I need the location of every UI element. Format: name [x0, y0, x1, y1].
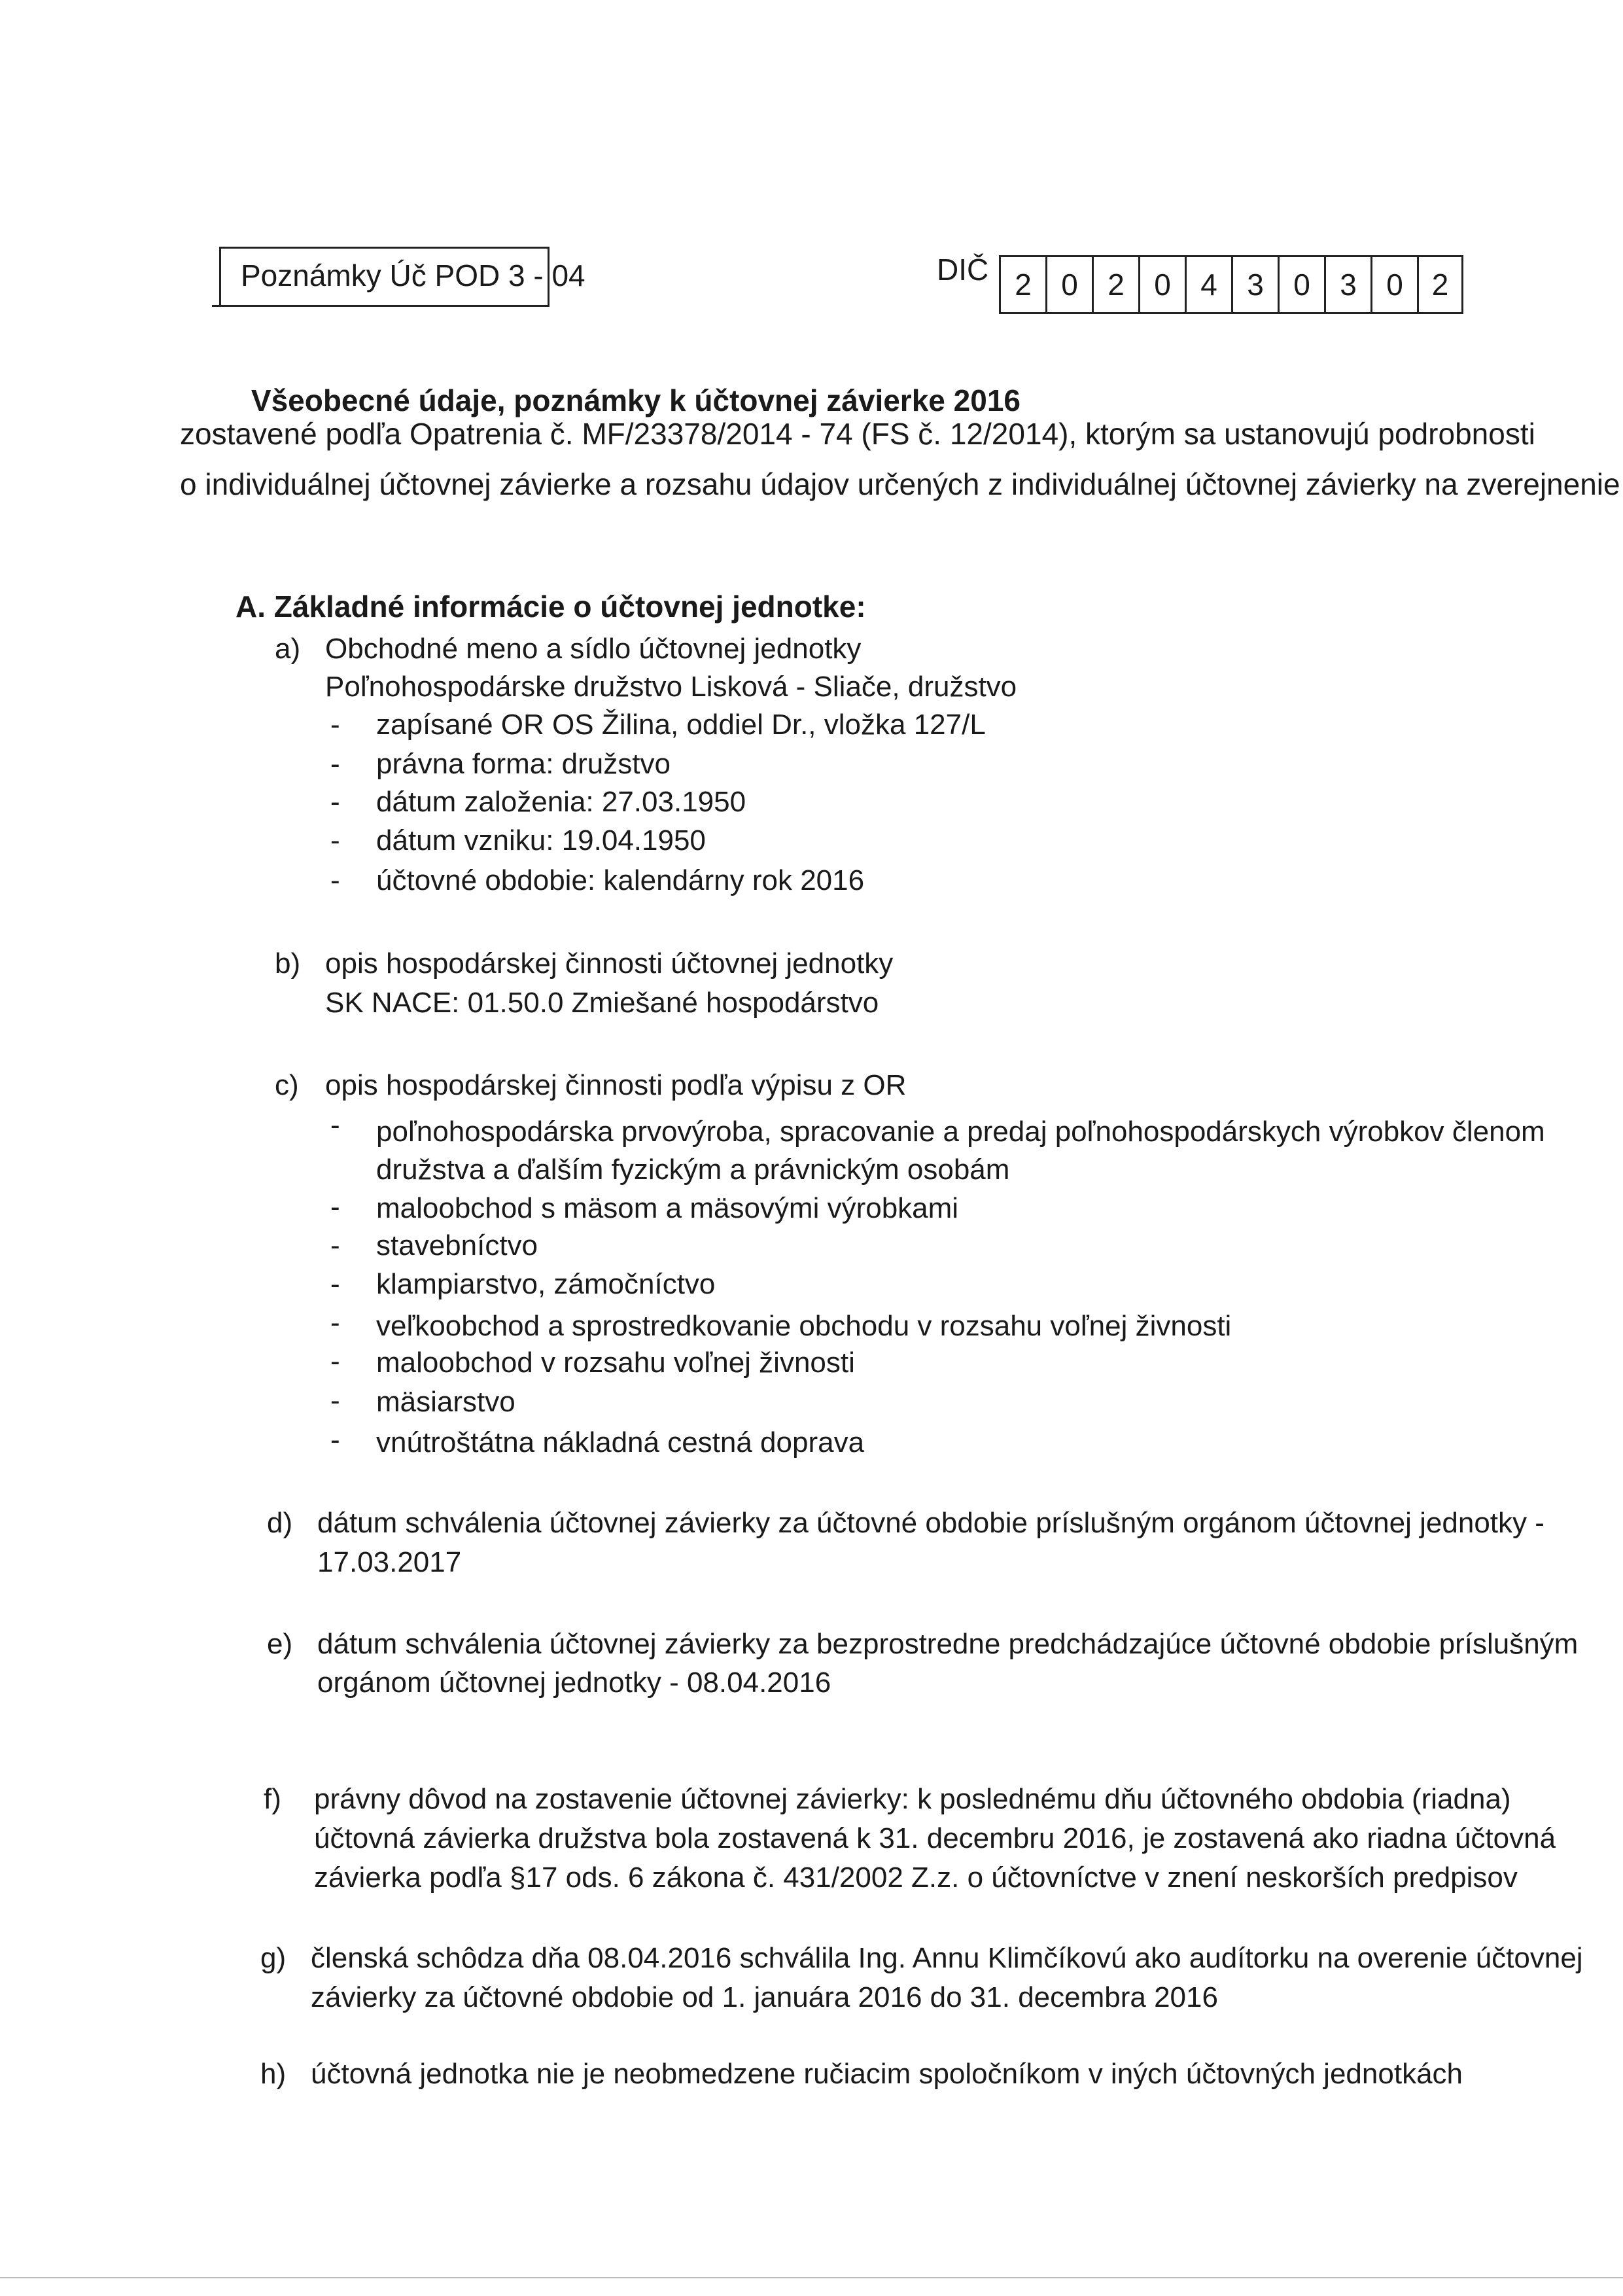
item-f-line-3: závierka podľa §17 ods. 6 zákona č. 431/2002 Z.z. o účtovníctve v znení neskorších predpisov — [314, 1862, 1518, 1894]
item-letter-g: g) — [260, 1942, 287, 1974]
item-letter-h: h) — [260, 2058, 287, 2090]
item-b-nace: SK NACE: 01.50.0 Zmiešané hospodárstvo — [325, 987, 879, 1019]
list-dash: - — [330, 1307, 340, 1339]
item-c-activity: mäsiarstvo — [376, 1386, 515, 1418]
dic-digit: 4 — [1185, 255, 1231, 314]
item-g-line-2: závierky za účtovné obdobie od 1. januára 2016 do 31. decembra 2016 — [311, 1981, 1218, 2013]
list-dash: - — [330, 864, 340, 896]
list-dash: - — [330, 1424, 340, 1456]
list-dash: - — [330, 786, 340, 818]
item-e-line-2: orgánom účtovnej jednotky - 08.04.2016 — [317, 1667, 831, 1699]
item-c-activity-line-2: družstva a ďalším fyzickým a právnickým osobám — [376, 1154, 1010, 1186]
item-letter-e: e) — [267, 1628, 293, 1660]
list-dash: - — [330, 1109, 340, 1141]
item-letter-f: f) — [264, 1783, 281, 1815]
item-c-activity: veľkoobchod a sprostredkovanie obchodu v rozsahu voľnej živnosti — [376, 1310, 1232, 1342]
dic-digit: 0 — [1045, 255, 1092, 314]
dic-digit: 0 — [1370, 255, 1417, 314]
dic-label: DIČ — [937, 253, 989, 287]
subtitle-line-1: zostavené podľa Opatrenia č. MF/23378/2014 - 74 (FS č. 12/2014), ktorým sa ustanovujú podrobnosti — [180, 417, 1535, 451]
document-title: Všeobecné údaje, poznámky k účtovnej závierke 2016 — [251, 383, 1021, 417]
dic-number-boxes — [999, 255, 1463, 314]
subtitle-line-2: o individuálnej účtovnej závierke a rozsahu údajov určených z individuálnej účtovnej závierky na zverejnenie — [180, 467, 1620, 501]
section-a-heading: A. Základné informácie o účtovnej jednotke: — [236, 590, 866, 624]
dic-digit: 0 — [1138, 255, 1185, 314]
list-dash: - — [330, 748, 340, 780]
list-dash: - — [330, 1385, 340, 1417]
item-a-detail: zapísané OR OS Žilina, oddiel Dr., vložka 127/L — [376, 709, 986, 741]
list-dash: - — [330, 1191, 340, 1223]
item-c-activity: maloobchod s mäsom a mäsovými výrobkami — [376, 1192, 959, 1224]
item-f-line-1: právny dôvod na zostavenie účtovnej závierky: k poslednému dňu účtovného obdobia (riadna) — [314, 1783, 1511, 1815]
item-c-title: opis hospodárskej činnosti podľa výpisu z OR — [325, 1069, 907, 1101]
item-letter-d: d) — [267, 1507, 293, 1539]
item-letter-b: b) — [275, 947, 301, 980]
item-g-line-1: členská schôdza dňa 08.04.2016 schválila Ing. Annu Klimčíkovú ako audítorku na overenie účtovnej — [311, 1942, 1583, 1974]
list-dash: - — [330, 1345, 340, 1377]
item-a-detail: dátum vzniku: 19.04.1950 — [376, 824, 706, 857]
dic-digit: 2 — [999, 255, 1045, 314]
item-c-activity: klampiarstvo, zámočníctvo — [376, 1268, 716, 1300]
item-c-activity: vnútroštátna nákladná cestná doprava — [376, 1426, 865, 1458]
dic-digit: 2 — [1092, 255, 1138, 314]
item-a-detail: dátum založenia: 27.03.1950 — [376, 786, 746, 818]
item-a-company-name: Poľnohospodárske družstvo Lisková - Sliače, družstvo — [325, 671, 1017, 703]
item-c-activity: stavebníctvo — [376, 1229, 538, 1262]
item-f-line-2: účtovná závierka družstva bola zostavená k 31. decembru 2016, je zostavená ako riadna účtovná — [314, 1822, 1556, 1854]
dic-digit: 0 — [1278, 255, 1324, 314]
item-d-line-2: 17.03.2017 — [317, 1546, 462, 1578]
item-c-activity-line-1: poľnohospodárska prvovýroba, spracovanie a predaj poľnohospodárskych výrobkov členom — [376, 1116, 1545, 1148]
list-dash: - — [330, 709, 340, 741]
list-dash: - — [330, 1229, 340, 1262]
item-a-detail: účtovné obdobie: kalendárny rok 2016 — [376, 864, 865, 896]
item-letter-c: c) — [275, 1069, 299, 1101]
list-dash: - — [330, 824, 340, 857]
form-label-box: Poznámky Úč POD 3 - 04 — [219, 247, 550, 307]
dic-digit: 3 — [1324, 255, 1370, 314]
dic-digit: 3 — [1231, 255, 1278, 314]
item-a-detail: právna forma: družstvo — [376, 748, 671, 780]
item-d-line-1: dátum schválenia účtovnej závierky za účtovné obdobie príslušným orgánom účtovnej jednotky - — [317, 1507, 1544, 1539]
list-dash: - — [330, 1268, 340, 1300]
item-b-title: opis hospodárskej činnosti účtovnej jednotky — [325, 947, 894, 980]
item-c-activity: maloobchod v rozsahu voľnej živnosti — [376, 1347, 855, 1379]
item-letter-a: a) — [275, 633, 301, 665]
item-e-line-1: dátum schválenia účtovnej závierky za bezprostredne predchádzajúce účtovné obdobie príslušným — [317, 1628, 1579, 1660]
item-a-title: Obchodné meno a sídlo účtovnej jednotky — [325, 633, 862, 665]
page-bottom-edge — [0, 2277, 1623, 2278]
item-h-line-1: účtovná jednotka nie je neobmedzene ručiacim spoločníkom v iných účtovných jednotkách — [311, 2058, 1463, 2090]
dic-digit: 2 — [1417, 255, 1463, 314]
